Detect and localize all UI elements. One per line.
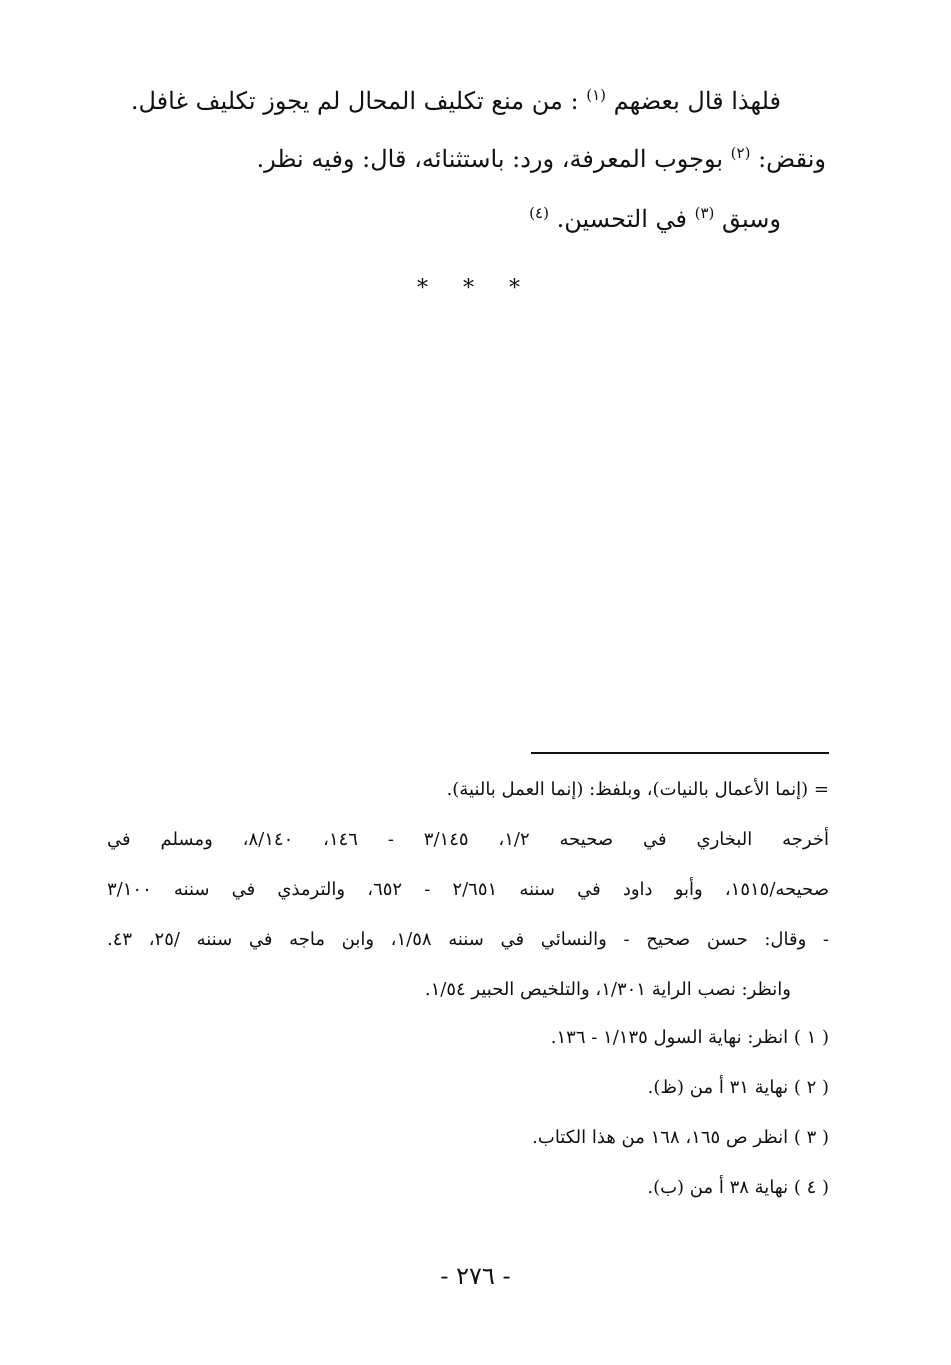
main-line-3-rest: في التحسين. <box>556 205 687 233</box>
takhrij-line-3: - وقال: حسن صحيح - والنسائي في سننه ١/٥٨، وابن ماجه في سننه /٢٥، ٤٣. <box>107 929 829 950</box>
main-line-1-rest: : من منع تكليف المحال لم يجوز تكليف غافل. <box>130 87 579 115</box>
section-separator: * * * <box>417 276 534 301</box>
footnote-divider <box>531 752 829 754</box>
main-line-2 <box>256 142 826 176</box>
page-number: - ٢٧٦ - <box>440 1262 511 1290</box>
main-line-1 <box>131 84 781 118</box>
main-line-3 <box>529 202 781 236</box>
footnote-1: ( ١ ) انظر: نهاية السول ١/١٣٥ - ١٣٦. <box>550 1027 829 1048</box>
footnote-ref-1[interactable]: (١) <box>586 86 607 104</box>
footnote-ref-3[interactable]: (٣) <box>694 204 715 222</box>
takhrij-line-4: وانظر: نصب الراية ١/٣٠١، والتلخيص الحبير ١/٥٤. <box>424 979 791 1000</box>
footnote-3: ( ٣ ) انظر ص ١٦٥، ١٦٨ من هذا الكتاب. <box>532 1127 829 1148</box>
takhrij-line-2: صحيحه/١٥١٥، وأبو داود في سننه ٢/٦٥١ - ٦٥٢، والترمذي في سننه ٣/١٠٠ <box>107 879 829 900</box>
footnote-4: ( ٤ ) نهاية ٣٨ أ من (ب). <box>647 1177 829 1198</box>
main-line-1-text: فلهذا قال بعضهم <box>613 87 781 115</box>
main-line-2-text: ونقض: <box>758 145 826 173</box>
footnote-continuation: = (إنما الأعمال بالنيات)، وبلفظ: (إنما العمل بالنية). <box>446 779 829 800</box>
footnote-ref-2[interactable]: (٢) <box>730 144 751 162</box>
takhrij-line-1: أخرجه البخاري في صحيحه ١/٢، ٣/١٤٥ - ١٤٦، ٨/١٤٠، ومسلم في <box>107 829 829 850</box>
footnote-2: ( ٢ ) نهاية ٣١ أ من (ظ). <box>647 1077 829 1098</box>
footnote-ref-4[interactable]: (٤) <box>529 204 549 222</box>
main-line-2-rest: بوجوب المعرفة، ورد: باستثنائه، قال: وفيه نظر. <box>256 145 724 173</box>
main-line-3-text: وسبق <box>722 205 781 233</box>
